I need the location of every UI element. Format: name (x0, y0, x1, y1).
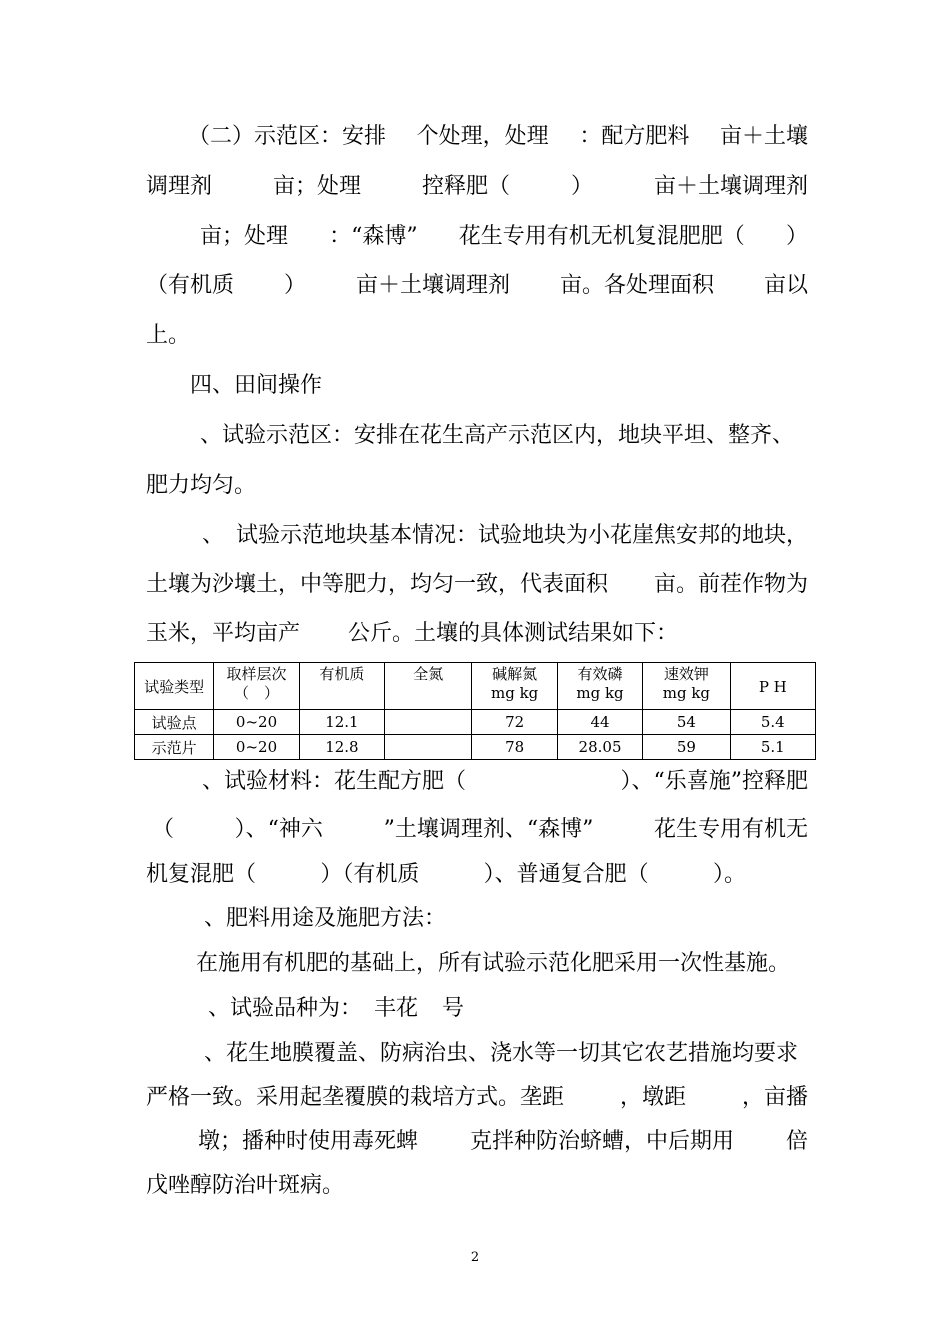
item3-line-1 (202, 769, 808, 795)
text-segment: ”土壤调理剂、“森博” (383, 817, 594, 842)
item2-line-1 (202, 523, 808, 549)
text-segment: 倍 (785, 1129, 808, 1154)
item2-line-3 (146, 621, 678, 647)
table-row (135, 710, 816, 735)
table-cell: 72 (472, 710, 557, 735)
text-segment: ：配方肥料 (579, 124, 690, 149)
table-header-cell: P H (730, 663, 815, 710)
text-segment: 试验示范地块基本情况：试验地块为小花崖焦安邦的地块， (235, 523, 808, 548)
text-segment: 亩。各处理面积 (559, 273, 714, 298)
demo-area-line-4 (146, 273, 808, 299)
text-segment: 花生专用有机无机复混肥肥（ (458, 224, 745, 249)
text-segment: ）。 (712, 862, 746, 887)
text-segment: 亩；处理 (272, 174, 361, 199)
text-segment: （ (152, 817, 175, 842)
text-segment: ）（有机质 (320, 862, 420, 887)
item2-line-2 (146, 572, 808, 598)
item3-line-3 (146, 862, 746, 888)
text-segment: 、试验品种为： (208, 996, 363, 1021)
text-segment: 亩；处理 (200, 224, 289, 249)
table-cell: 5.4 (730, 710, 815, 735)
table-cell: 59 (643, 735, 730, 760)
demo-area-line-1 (188, 124, 808, 150)
table-cell: 12.8 (299, 735, 384, 760)
text-segment: ：“森博” (329, 224, 418, 249)
demo-area-line-3 (200, 224, 808, 250)
table-cell: 0~20 (214, 710, 299, 735)
table-cell: 54 (643, 710, 730, 735)
text-segment: ）、普通复合肥（ (483, 862, 649, 887)
text-segment: ） (570, 174, 593, 199)
item5-line (208, 996, 464, 1022)
table-header-cell: 有效磷 mg kg (557, 663, 642, 710)
text-segment: ） (283, 273, 306, 298)
text-segment: 公斤。土壤的具体测试结果如下： (348, 621, 679, 646)
text-segment: ，亩播 (741, 1085, 808, 1110)
table-header-cell: 试验类型 (135, 663, 214, 710)
text-segment: 、试验材料：花生配方肥（ (202, 769, 467, 794)
table-cell: 5.1 (730, 735, 815, 760)
table-cell: 44 (557, 710, 642, 735)
text-segment: 丰花 (374, 996, 419, 1021)
table-cell (385, 710, 472, 735)
table-cell: 示范片 (135, 735, 214, 760)
table-header-cell: 速效钾 mg kg (643, 663, 730, 710)
table-cell: 28.05 (557, 735, 642, 760)
table-cell: 0~20 (214, 735, 299, 760)
table-header-cell: 有机质 (299, 663, 384, 710)
page-number: 2 (470, 1250, 480, 1265)
table-header-cell: 全氮 (385, 663, 472, 710)
demo-area-line-2 (146, 174, 808, 200)
item4-title: 、肥料用途及施肥方法： (204, 906, 447, 931)
item6-line-2 (146, 1085, 808, 1111)
item1-line-2: 肥力均匀。 (146, 473, 257, 498)
text-segment: 亩＋土壤调理剂 (355, 273, 510, 298)
item3-line-2 (152, 817, 808, 843)
text-segment: 控释肥（ (421, 174, 510, 199)
demo-area-line-5: 上。 (146, 323, 191, 348)
text-segment: 、 (202, 523, 225, 548)
item6-line-4: 戊唑醇防治叶斑病。 (146, 1173, 345, 1198)
table-row (135, 735, 816, 760)
text-segment: ，墩距 (619, 1085, 686, 1110)
text-segment: 调理剂 (146, 174, 213, 199)
table-header-row (135, 663, 816, 710)
text-segment: ）、“神六 (234, 817, 323, 842)
text-segment: （有机质 (146, 273, 235, 298)
text-segment: 玉米，平均亩产 (146, 621, 301, 646)
soil-test-table (134, 662, 816, 760)
text-segment: 墩；播种时使用毒死蜱 (198, 1129, 419, 1154)
text-segment: ） (785, 224, 808, 249)
table-cell (385, 735, 472, 760)
item4-line-1: 在施用有机肥的基础上，所有试验示范化肥采用一次性基施。 (196, 951, 791, 976)
item1-line-1: 、试验示范区：安排在花生高产示范区内，地块平坦、整齐、 (200, 423, 795, 448)
text-segment: 个处理，处理 (416, 124, 549, 149)
item6-line-1: 、花生地膜覆盖、防病治虫、浇水等一切其它农艺措施均要求 (204, 1041, 799, 1066)
text-segment: 机复混肥（ (146, 862, 257, 887)
text-segment: 亩＋土壤 (719, 124, 808, 149)
section-title: 四、田间操作 (190, 373, 323, 398)
item6-line-3 (198, 1129, 808, 1155)
table-cell: 试验点 (135, 710, 214, 735)
text-segment: 亩以 (763, 273, 808, 298)
text-segment: 花生专用有机无 (653, 817, 808, 842)
text-segment: 严格一致。采用起垄覆膜的栽培方式。垄距 (146, 1085, 565, 1110)
text-segment: （二）示范区：安排 (188, 124, 387, 149)
text-segment: 亩＋土壤调理剂 (653, 174, 808, 199)
text-segment: 克拌种防治蛴螬，中后期用 (469, 1129, 734, 1154)
table-cell: 78 (472, 735, 557, 760)
text-segment: ）、“乐喜施”控释肥 (620, 769, 808, 794)
text-segment: 号 (442, 996, 465, 1021)
table-cell: 12.1 (299, 710, 384, 735)
table-header-cell: 取样层次 （ ） (214, 663, 299, 710)
text-segment: 亩。前茬作物为 (653, 572, 808, 597)
text-segment: 土壤为沙壤土，中等肥力，均匀一致，代表面积 (146, 572, 609, 597)
table-header-cell: 碱解氮 mg kg (472, 663, 557, 710)
